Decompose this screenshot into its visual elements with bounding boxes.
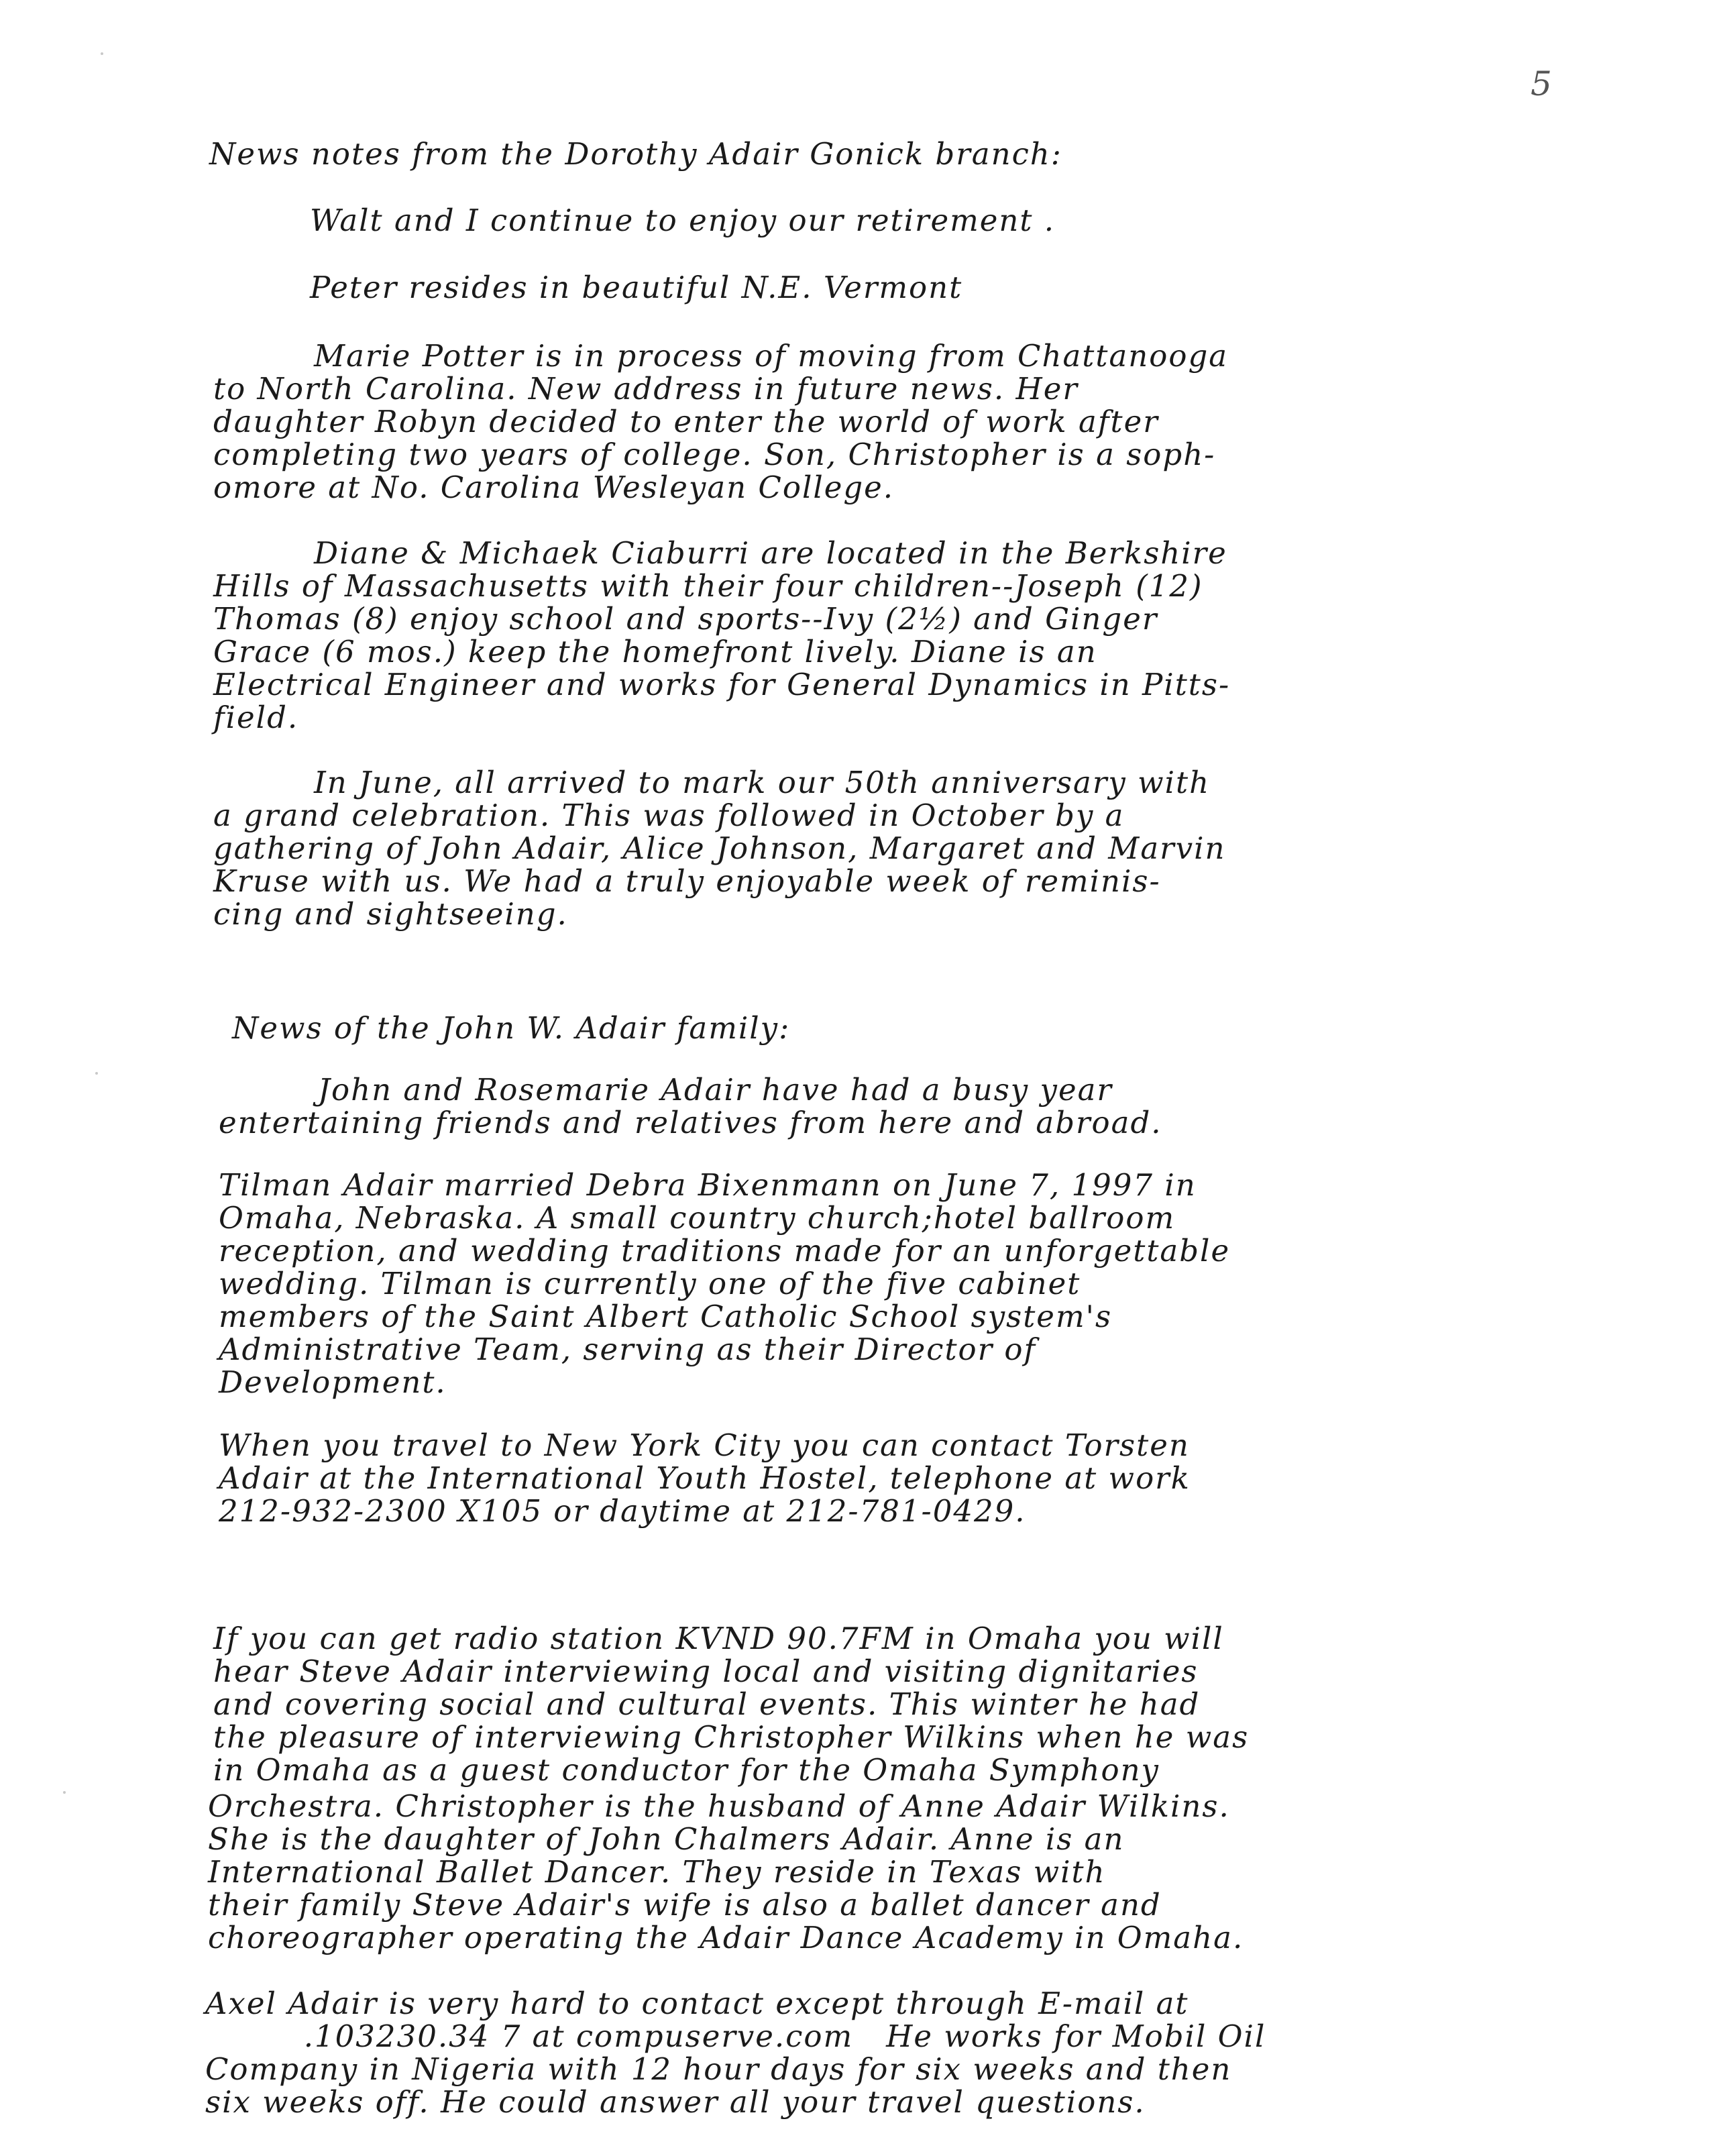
text-line: wedding. Tilman is currently one of the five cabinet <box>219 1266 1081 1301</box>
section-heading-john: News of the John W. Adair family: <box>232 1010 791 1046</box>
text-line: members of the Saint Albert Catholic School system's <box>219 1299 1113 1334</box>
text-line: in Omaha as a guest conductor for the Omaha Symphony <box>213 1752 1160 1788</box>
text-line: to North Carolina. New address in future news. Her <box>213 371 1079 407</box>
paragraph-tilman <box>219 1169 1230 1399</box>
text-line: Electrical Engineer and works for General Dynamics in Pitts- <box>213 667 1231 702</box>
paragraph-marie-potter <box>213 339 1228 504</box>
paragraph-steve-radio <box>213 1622 1249 1786</box>
text-line: Peter resides in beautiful N.E. Vermont <box>310 270 963 305</box>
text-line: daughter Robyn decided to enter the world of work after <box>213 404 1159 439</box>
text-line: gathering of John Adair, Alice Johnson, Margaret and Marvin <box>213 830 1226 866</box>
page-number: 5 <box>1531 64 1552 103</box>
text-line: the pleasure of interviewing Christopher Wilkins when he was <box>213 1719 1250 1755</box>
text-line: a grand celebration. This was followed in October by a <box>213 798 1125 833</box>
paragraph-christopher-wilkins <box>208 1790 1244 1954</box>
text-line: entertaining friends and relatives from here and abroad. <box>219 1105 1162 1140</box>
paragraph-retirement <box>310 204 1055 237</box>
text-line: six weeks off. He could answer all your travel questions. <box>205 2084 1146 2120</box>
scan-speck <box>95 1072 98 1075</box>
text-line: Kruse with us. We had a truly enjoyable week of reminis- <box>213 863 1161 899</box>
text-line: Adair at the International Youth Hostel, telephone at work <box>219 1460 1191 1496</box>
text-line: omore at No. Carolina Wesleyan College. <box>213 470 895 505</box>
text-line: Axel Adair is very hard to contact except through E-mail at <box>205 1986 1189 2021</box>
text-line: Development. <box>219 1364 447 1400</box>
text-line: If you can get radio station KVND 90.7FM in Omaha you will <box>213 1621 1224 1656</box>
text-line: hear Steve Adair interviewing local and visiting dignitaries <box>213 1654 1199 1689</box>
paragraph-anniversary <box>213 766 1225 930</box>
text-line: 212-932-2300 X105 or daytime at 212-781-0429. <box>219 1493 1026 1529</box>
text-line: and covering social and cultural events. This winter he had <box>213 1686 1201 1722</box>
text-line: Omaha, Nebraska. A small country church;hotel ballroom <box>219 1200 1176 1236</box>
text-line: reception, and wedding traditions made for an unforgettable <box>219 1233 1231 1269</box>
paragraph-diane-michael <box>213 537 1230 734</box>
scan-speck <box>101 52 103 55</box>
text-line: .103230.34 7 at compuserve.com He works for Mobil Oil <box>205 2018 1266 2054</box>
text-line: their family Steve Adair's wife is also a ballet dancer and <box>208 1887 1162 1923</box>
text-line: cing and sightseeing. <box>213 896 568 932</box>
scan-speck <box>63 1791 66 1794</box>
text-line: Administrative Team, serving as their Director of <box>219 1332 1037 1367</box>
text-line: Hills of Massachusetts with their four children--Joseph (12) <box>213 568 1203 604</box>
text-line: John and Rosemarie Adair have had a busy year <box>318 1072 1113 1108</box>
text-line: Company in Nigeria with 12 hour days for six weeks and then <box>205 2051 1232 2087</box>
text-line: Orchestra. Christopher is the husband of Anne Adair Wilkins. <box>208 1788 1230 1824</box>
text-line: In June, all arrived to mark our 50th anniversary with <box>314 765 1211 800</box>
text-line: International Ballet Dancer. They reside in Texas with <box>208 1854 1106 1890</box>
section-heading-dorothy: News notes from the Dorothy Adair Gonick branch: <box>209 136 1062 172</box>
text-line: Tilman Adair married Debra Bixenmann on June 7, 1997 in <box>219 1167 1197 1203</box>
text-line: Walt and I continue to enjoy our retirement . <box>310 203 1056 238</box>
text-line: She is the daughter of John Chalmers Adair. Anne is an <box>208 1821 1125 1857</box>
paragraph-axel <box>205 1987 1266 2118</box>
text-line: Thomas (8) enjoy school and sports--Ivy (2½) and Ginger <box>213 601 1158 637</box>
paragraph-john-rosemarie <box>219 1073 1162 1139</box>
text-line: completing two years of college. Son, Christopher is a soph- <box>213 437 1216 472</box>
paragraph-torsten <box>219 1429 1191 1527</box>
text-line: choreographer operating the Adair Dance Academy in Omaha. <box>208 1920 1244 1955</box>
text-line: Diane & Michaek Ciaburri are located in the Berkshire <box>314 535 1227 571</box>
text-line: When you travel to New York City you can contact Torsten <box>219 1427 1190 1463</box>
paragraph-peter <box>310 271 962 304</box>
text-line: Marie Potter is in process of moving from Chattanooga <box>314 338 1229 374</box>
text-line: field. <box>213 700 299 735</box>
text-line: Grace (6 mos.) keep the homefront lively. Diane is an <box>213 634 1097 669</box>
